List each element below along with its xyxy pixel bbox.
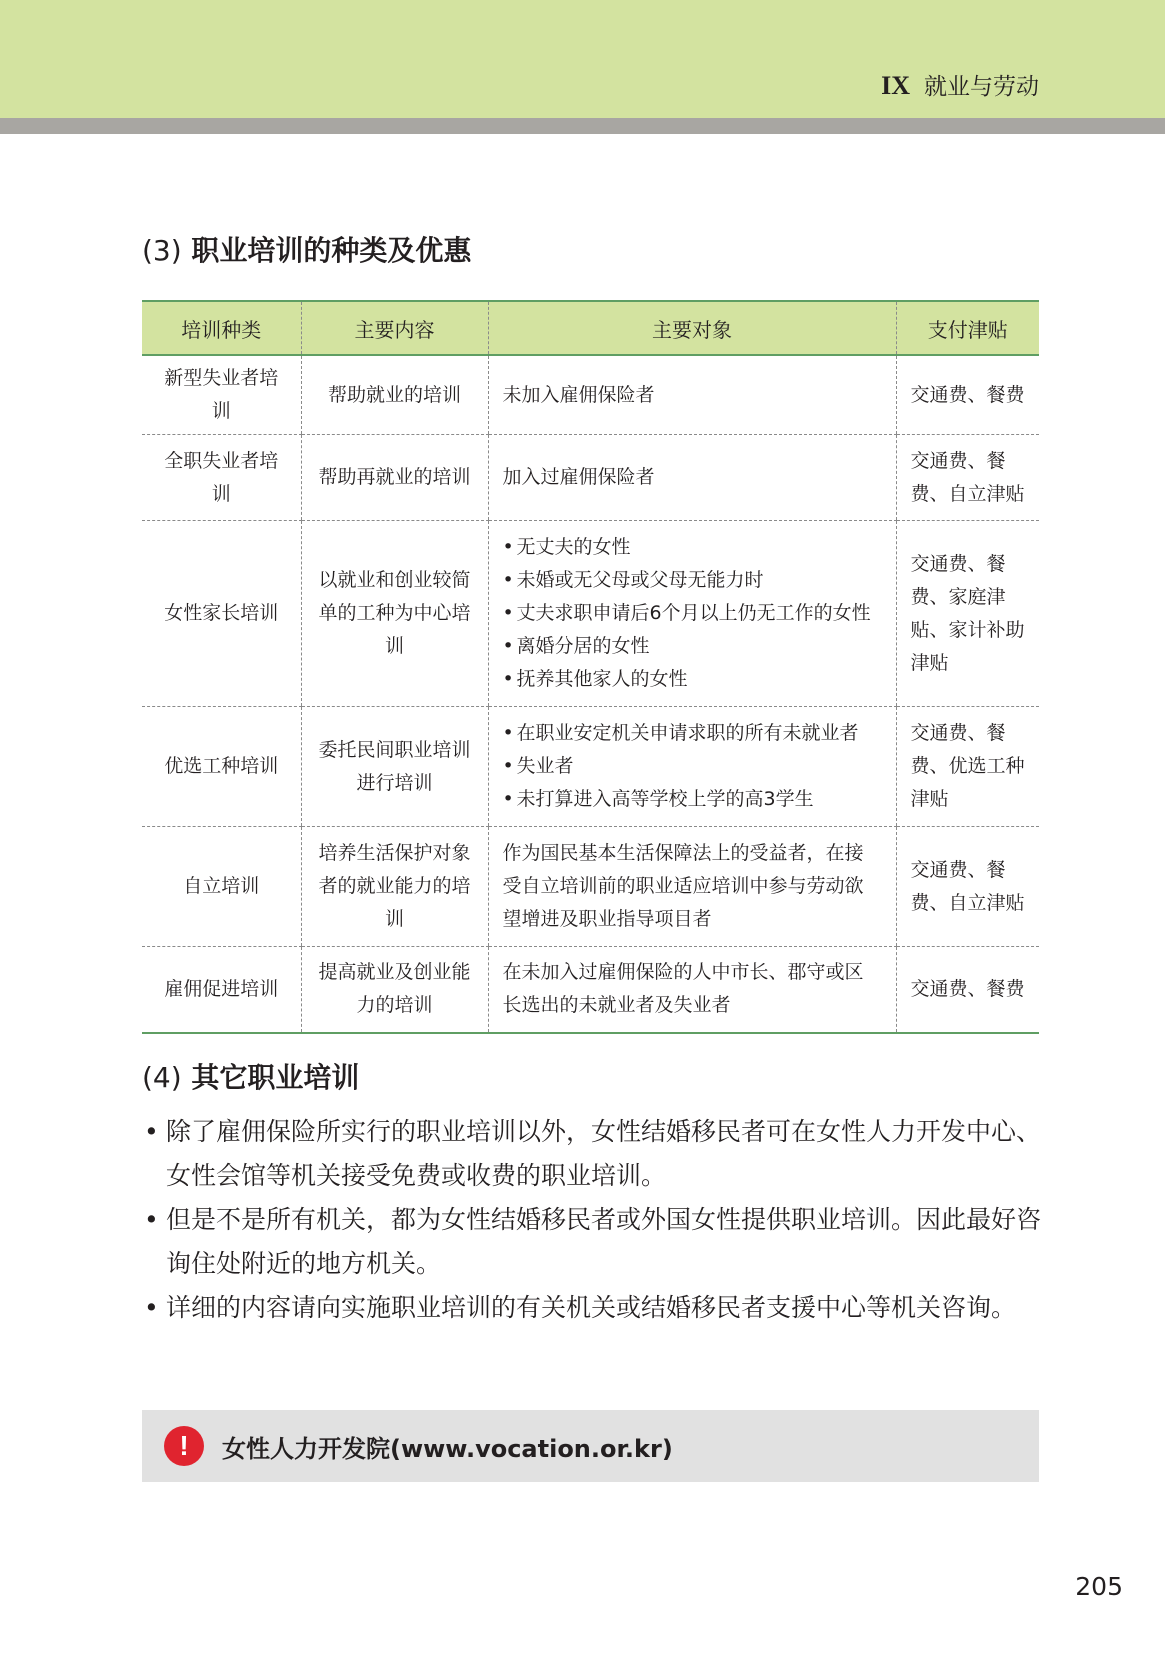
table-row [142, 707, 1039, 827]
section-3-heading: 职业培训的种类及优惠 [191, 234, 472, 267]
section-4-number: (4) [142, 1061, 182, 1094]
cell-targets: 未加入雇佣保险者 [488, 355, 896, 435]
list-item: • 但是不是所有机关，都为女性结婚移民者或外国女性提供职业培训。因此最好咨询住处附近的地方机关。 [142, 1198, 1047, 1286]
notice-text: 女性人力开发院(www.vocation.or.kr) [222, 1435, 673, 1463]
table-row [142, 435, 1039, 521]
cell-type: 全职失业者培训 [142, 435, 301, 521]
table-row [142, 355, 1039, 435]
list-item: • 未打算进入高等学校上学的高3学生 [503, 783, 882, 816]
cell-type: 女性家长培训 [142, 521, 301, 707]
table-header-row [142, 301, 1039, 355]
list-item: • 在职业安定机关申请求职的所有未就业者 [503, 717, 882, 750]
cell-content: 提高就业及创业能力的培训 [301, 947, 488, 1033]
cell-allowance: 交通费、餐费、自立津贴 [896, 435, 1039, 521]
cell-allowance: 交通费、餐费 [896, 355, 1039, 435]
header-allowance: 支付津贴 [896, 301, 1039, 355]
section-3-title [142, 229, 471, 269]
exclamation-icon: ! [164, 1426, 204, 1466]
chapter-number: IX [881, 71, 910, 100]
table-row [142, 521, 1039, 707]
list-item: • 除了雇佣保险所实行的职业培训以外，女性结婚移民者可在女性人力开发中心、 女性会馆等机关接受免费或收费的职业培训。 [142, 1110, 1047, 1198]
cell-targets [488, 521, 896, 707]
list-item: • 未婚或无父母或父母无能力时 [503, 564, 882, 597]
cell-type: 新型失业者培训 [142, 355, 301, 435]
header-type: 培训种类 [142, 301, 301, 355]
cell-allowance: 交通费、餐费、自立津贴 [896, 827, 1039, 947]
cell-allowance: 交通费、餐费、家庭津贴、家计补助津贴 [896, 521, 1039, 707]
list-item: • 无丈夫的女性 [503, 531, 882, 564]
cell-targets: 加入过雇佣保险者 [488, 435, 896, 521]
section-4-heading: 其它职业培训 [191, 1061, 360, 1094]
reference-notice [142, 1410, 1039, 1482]
cell-allowance: 交通费、餐费 [896, 947, 1039, 1033]
header-content: 主要内容 [301, 301, 488, 355]
cell-content: 培养生活保护对象者的就业能力的培训 [301, 827, 488, 947]
cell-allowance: 交通费、餐费、优选工种津贴 [896, 707, 1039, 827]
header-stripe [0, 118, 1165, 134]
list-item: • 丈夫求职申请后6个月以上仍无工作的女性 [503, 597, 882, 630]
cell-targets: 在未加入过雇佣保险的人中市长、郡守或区长选出的未就业者及失业者 [488, 947, 896, 1033]
cell-type: 优选工种培训 [142, 707, 301, 827]
other-training-list [142, 1110, 1047, 1330]
cell-content: 帮助就业的培训 [301, 355, 488, 435]
list-item: • 离婚分居的女性 [503, 630, 882, 663]
page-number: 205 [1075, 1572, 1123, 1601]
header-targets: 主要对象 [488, 301, 896, 355]
cell-content: 委托民间职业培训进行培训 [301, 707, 488, 827]
chapter-header [881, 68, 1039, 101]
training-table [142, 300, 1039, 1034]
cell-targets: 作为国民基本生活保障法上的受益者，在接受自立培训前的职业适应培训中参与劳动欲望增进及职业指导项目者 [488, 827, 896, 947]
cell-type: 自立培训 [142, 827, 301, 947]
list-item: • 抚养其他家人的女性 [503, 663, 882, 696]
table-row [142, 827, 1039, 947]
table-row [142, 947, 1039, 1033]
cell-targets [488, 707, 896, 827]
target-list [503, 717, 882, 816]
section-4-title [142, 1056, 359, 1096]
section-3-number: (3) [142, 234, 182, 267]
list-item: • 失业者 [503, 750, 882, 783]
cell-type: 雇佣促进培训 [142, 947, 301, 1033]
target-list [503, 531, 882, 696]
chapter-title: 就业与劳动 [924, 74, 1039, 100]
cell-content: 帮助再就业的培训 [301, 435, 488, 521]
cell-content: 以就业和创业较简单的工种为中心培训 [301, 521, 488, 707]
list-item: • 详细的内容请向实施职业培训的有关机关或结婚移民者支援中心等机关咨询。 [142, 1286, 1047, 1330]
